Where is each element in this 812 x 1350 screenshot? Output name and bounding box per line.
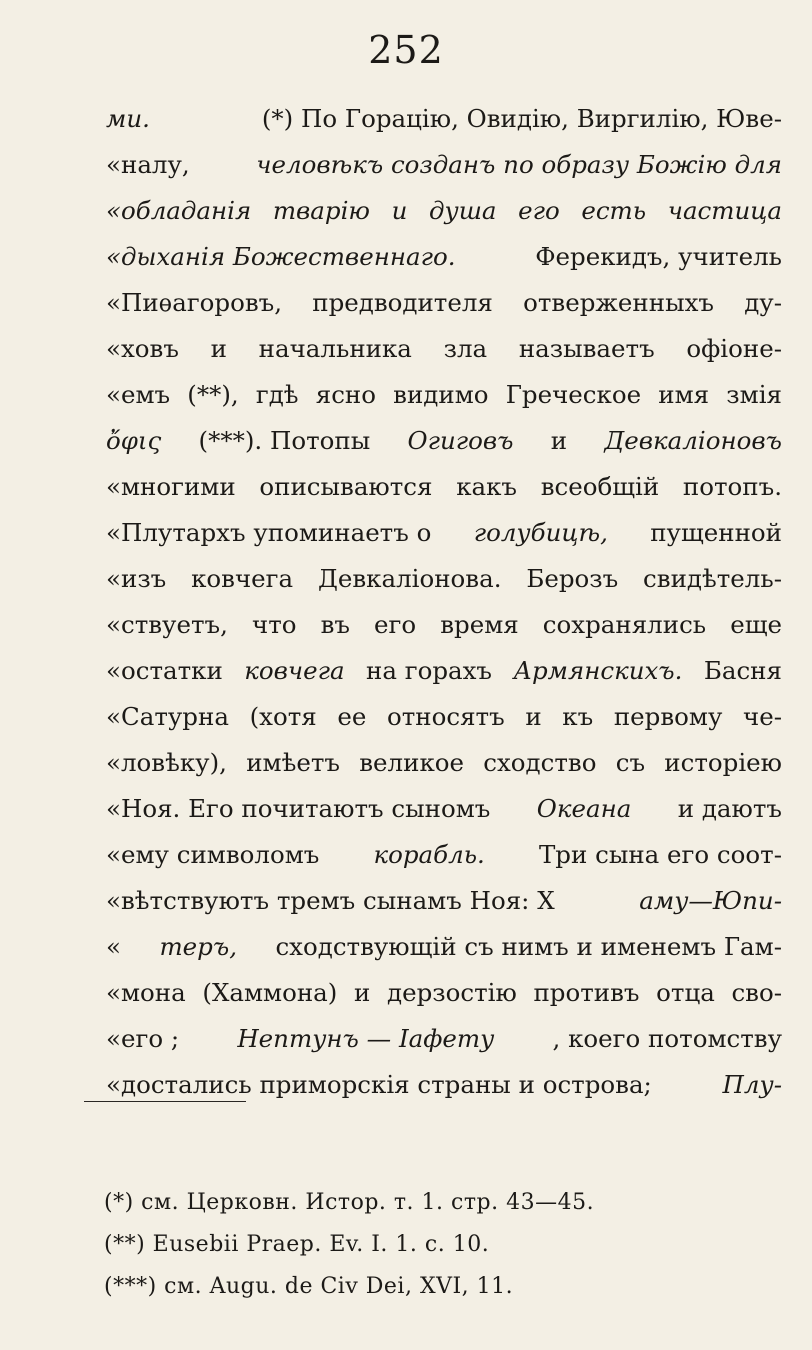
- text-segment: (***). Потопы: [198, 426, 371, 455]
- text-segment: «достались приморскія страны и острова;: [106, 1070, 652, 1099]
- italic-text-segment: Плу-: [722, 1070, 782, 1099]
- text-segment: сходствующій съ нимъ и именемъ Гам-: [275, 932, 782, 961]
- text-segment: и: [550, 426, 568, 455]
- text-segment: Басня: [703, 656, 782, 685]
- text-line: [106, 142, 782, 188]
- italic-text-segment: корабль.: [373, 840, 485, 869]
- text-line: [106, 832, 782, 878]
- text-segment: «емъ (**), гдѣ ясно видимо Греческое имя змія: [106, 380, 782, 409]
- text-line: [106, 878, 782, 924]
- footnote-1: (*) см. Церковн. Истор. т. 1. стр. 43—45.: [104, 1190, 595, 1215]
- text-line: [106, 188, 782, 234]
- text-line: [106, 280, 782, 326]
- text-segment: «ховъ и начальника зла называетъ офіоне-: [106, 334, 782, 363]
- italic-text-segment: Девкаліоновъ: [604, 426, 782, 455]
- text-segment: «Плутархъ упоминаетъ о: [106, 518, 432, 547]
- text-segment: «вѣтствуютъ тремъ сынамъ Ноя: Х: [106, 886, 555, 915]
- text-segment: Три сына его соот-: [538, 840, 782, 869]
- text-segment: «налу,: [106, 150, 190, 179]
- text-line: [106, 556, 782, 602]
- text-segment: «Сатурна (хотя ее относятъ и къ первому че-: [106, 702, 782, 731]
- text-line: [106, 648, 782, 694]
- text-segment: «ловѣку), имѣетъ великое сходство съ исторіею: [106, 748, 782, 777]
- text-line: [106, 786, 782, 832]
- italic-text-segment: ковчега: [244, 656, 345, 685]
- text-line: [106, 234, 782, 280]
- text-line: [106, 326, 782, 372]
- text-segment: и даютъ: [677, 794, 782, 823]
- text-segment: «: [106, 932, 121, 961]
- text-line: [106, 1016, 782, 1062]
- italic-text-segment: голубицѣ,: [473, 518, 608, 547]
- italic-text-segment: ми.: [106, 104, 150, 133]
- text-segment: Ферекидъ, учитель: [535, 242, 782, 271]
- italic-text-segment: Нептунъ — Іафету: [237, 1024, 495, 1053]
- italic-text-segment: Океана: [536, 794, 632, 823]
- footnote-2: (**) Eusebii Praep. Ev. I. 1. c. 10.: [104, 1232, 490, 1257]
- text-line: [106, 694, 782, 740]
- text-line: [106, 418, 782, 464]
- text-segment: «мона (Хаммона) и дерзостію противъ отца сво-: [106, 978, 782, 1007]
- text-line: [106, 96, 782, 142]
- footnotes: [104, 1182, 744, 1308]
- italic-text-segment: «дыханія Божественнаго.: [106, 242, 456, 271]
- text-line: [106, 372, 782, 418]
- text-segment: «Пиѳагоровъ, предводителя отверженныхъ ду-: [106, 288, 782, 317]
- italic-text-segment: аму—Юпи-: [639, 886, 782, 915]
- italic-text-segment: Огиговъ: [407, 426, 514, 455]
- text-line: [106, 970, 782, 1016]
- text-segment: «изъ ковчега Девкаліонова. Берозъ свидѣтель-: [106, 564, 782, 593]
- body-text: [106, 96, 782, 1108]
- italic-text-segment: теръ,: [159, 932, 237, 961]
- page-number: 252: [368, 28, 444, 72]
- italic-text-segment: человѣкъ созданъ по образу Божію для: [256, 150, 782, 179]
- text-line: [106, 510, 782, 556]
- text-segment: (*) По Горацію, Овидію, Виргилію, Юве-: [261, 104, 782, 133]
- text-segment: «Ноя. Его почитаютъ сыномъ: [106, 794, 491, 823]
- text-line: [106, 924, 782, 970]
- footnote-3: (***) см. Augu. de Civ Dei, XVI, 11.: [104, 1274, 514, 1299]
- italic-text-segment: ὄφις: [106, 426, 162, 455]
- text-segment: «многими описываются какъ всеобщій потопъ.: [106, 472, 782, 501]
- text-segment: на горахъ: [366, 656, 493, 685]
- text-line: [106, 464, 782, 510]
- text-segment: «ему символомъ: [106, 840, 320, 869]
- text-line: [106, 740, 782, 786]
- text-segment: «его ;: [106, 1024, 180, 1053]
- text-segment: пущенной: [650, 518, 782, 547]
- text-line: [106, 602, 782, 648]
- text-segment: , коего потомству: [552, 1024, 782, 1053]
- footnote-divider: [84, 1101, 246, 1102]
- italic-text-segment: «обладанія тварію и душа его есть частица: [106, 196, 782, 225]
- text-segment: «ствуетъ, что въ его время сохранялись еще: [106, 610, 782, 639]
- italic-text-segment: Армянскихъ.: [513, 656, 683, 685]
- text-segment: «остатки: [106, 656, 223, 685]
